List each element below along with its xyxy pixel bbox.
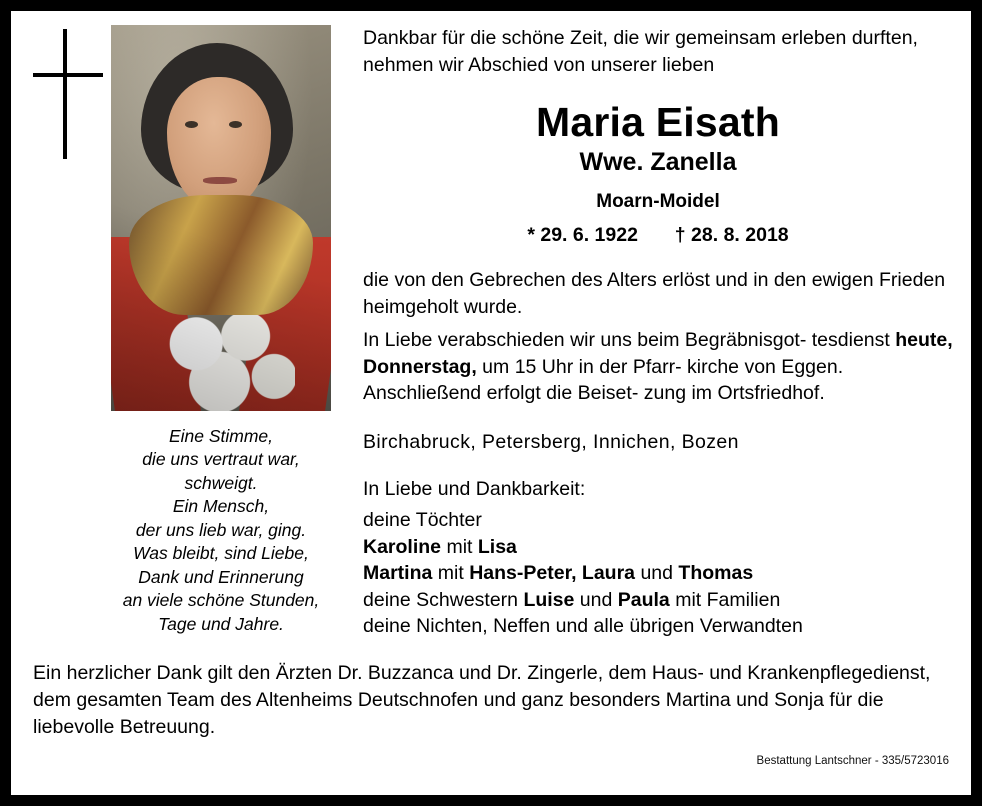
memorial-poem bbox=[111, 425, 331, 636]
family-row bbox=[363, 560, 953, 587]
cross-icon bbox=[33, 29, 103, 159]
deceased-widow-of: Wwe. Zanella bbox=[579, 147, 737, 176]
family-name: Lisa bbox=[477, 535, 517, 558]
family-row bbox=[363, 534, 953, 561]
intro-text: Dankbar für die schöne Zeit, die wir gemeinsam erleben durften, nehmen wir Abschied von unserer lieben bbox=[363, 27, 918, 76]
family-row-daughters-label: deine Töchter bbox=[363, 509, 482, 532]
family-name: Luise bbox=[523, 588, 575, 611]
funeral-day-bold: heute, Donnerstag, bbox=[363, 328, 953, 378]
poem-line: Eine Stimme, bbox=[168, 426, 274, 446]
funeral-agency-credit: Bestattung Lantschner - 335/5723016 bbox=[756, 754, 949, 767]
passing-text: die von den Gebrechen des Alters erlöst und in den ewigen Frieden heimgeholt wurde. bbox=[363, 268, 946, 318]
notice-columns bbox=[29, 25, 953, 640]
family-suffix: mit Familien bbox=[669, 588, 781, 611]
places-list: Birchabruck, Petersberg, Innichen, Bozen bbox=[363, 431, 739, 454]
deceased-name-block bbox=[363, 98, 953, 247]
family-list bbox=[363, 507, 953, 640]
deceased-name: Maria Eisath bbox=[536, 98, 780, 145]
funeral-line-1: In Liebe verabschieden wir uns beim Begräbnisgot- bbox=[363, 328, 807, 351]
cross-vertical-bar bbox=[63, 29, 67, 159]
gratitude-heading: In Liebe und Dankbarkeit: bbox=[363, 478, 586, 501]
family-connector: und bbox=[635, 562, 679, 585]
family-label: deine Schwestern bbox=[363, 588, 524, 611]
funeral-line-3: kirche von Eggen. Anschließend erfolgt die Beiset- bbox=[363, 355, 844, 405]
birth-date: * 29. 6. 1922 bbox=[527, 223, 638, 246]
family-row-relatives: deine Nichten, Neffen und alle übrigen Verwandten bbox=[363, 615, 803, 638]
cross-horizontal-bar bbox=[33, 73, 103, 77]
deceased-dates bbox=[363, 224, 953, 247]
funeral-line-2-suffix: um 15 Uhr in der Pfarr- bbox=[476, 355, 682, 378]
poem-line: Tage und Jahre. bbox=[158, 613, 284, 634]
family-connector: mit bbox=[441, 535, 478, 558]
family-name: Paula bbox=[617, 588, 670, 611]
funeral-line-2-prefix: tesdienst bbox=[811, 328, 896, 351]
deceased-nickname: Moarn-Moidel bbox=[596, 190, 720, 212]
family-name: Martina bbox=[363, 562, 433, 585]
right-column bbox=[349, 25, 953, 640]
poem-line: Ein Mensch, bbox=[172, 496, 270, 517]
portrait-photo bbox=[111, 25, 331, 411]
family-name: Hans-Peter, Laura bbox=[469, 562, 636, 585]
family-name: Karoline bbox=[363, 535, 442, 558]
family-row bbox=[363, 587, 953, 614]
family-connector: mit bbox=[432, 562, 470, 585]
funeral-line-4: zung im Ortsfriedhof. bbox=[643, 382, 825, 405]
notice-inner bbox=[11, 11, 971, 795]
death-date: † 28. 8. 2018 bbox=[674, 223, 789, 246]
funeral-details bbox=[363, 327, 953, 408]
photo-vignette bbox=[111, 25, 331, 411]
poem-line: an viele schöne Stunden, bbox=[122, 590, 320, 611]
poem-line: Was bleibt, sind Liebe, bbox=[133, 543, 309, 564]
family-connector: und bbox=[574, 588, 618, 611]
closing-thanks-note: Ein herzlicher Dank gilt den Ärzten Dr. Buzzanca und Dr. Zingerle, dem Haus- und Krankenpflegedienst, dem gesamten Team des Altenheims Deutschnofen und ganz besonders Martina und Sonja für die liebevolle Betreuung. bbox=[33, 661, 931, 738]
family-name: Thomas bbox=[678, 562, 754, 585]
poem-line: Dank und Erinnerung bbox=[138, 566, 304, 587]
poem-line: der uns lieb war, ging. bbox=[135, 519, 307, 540]
poem-line: die uns vertraut war, schweigt. bbox=[142, 449, 300, 493]
